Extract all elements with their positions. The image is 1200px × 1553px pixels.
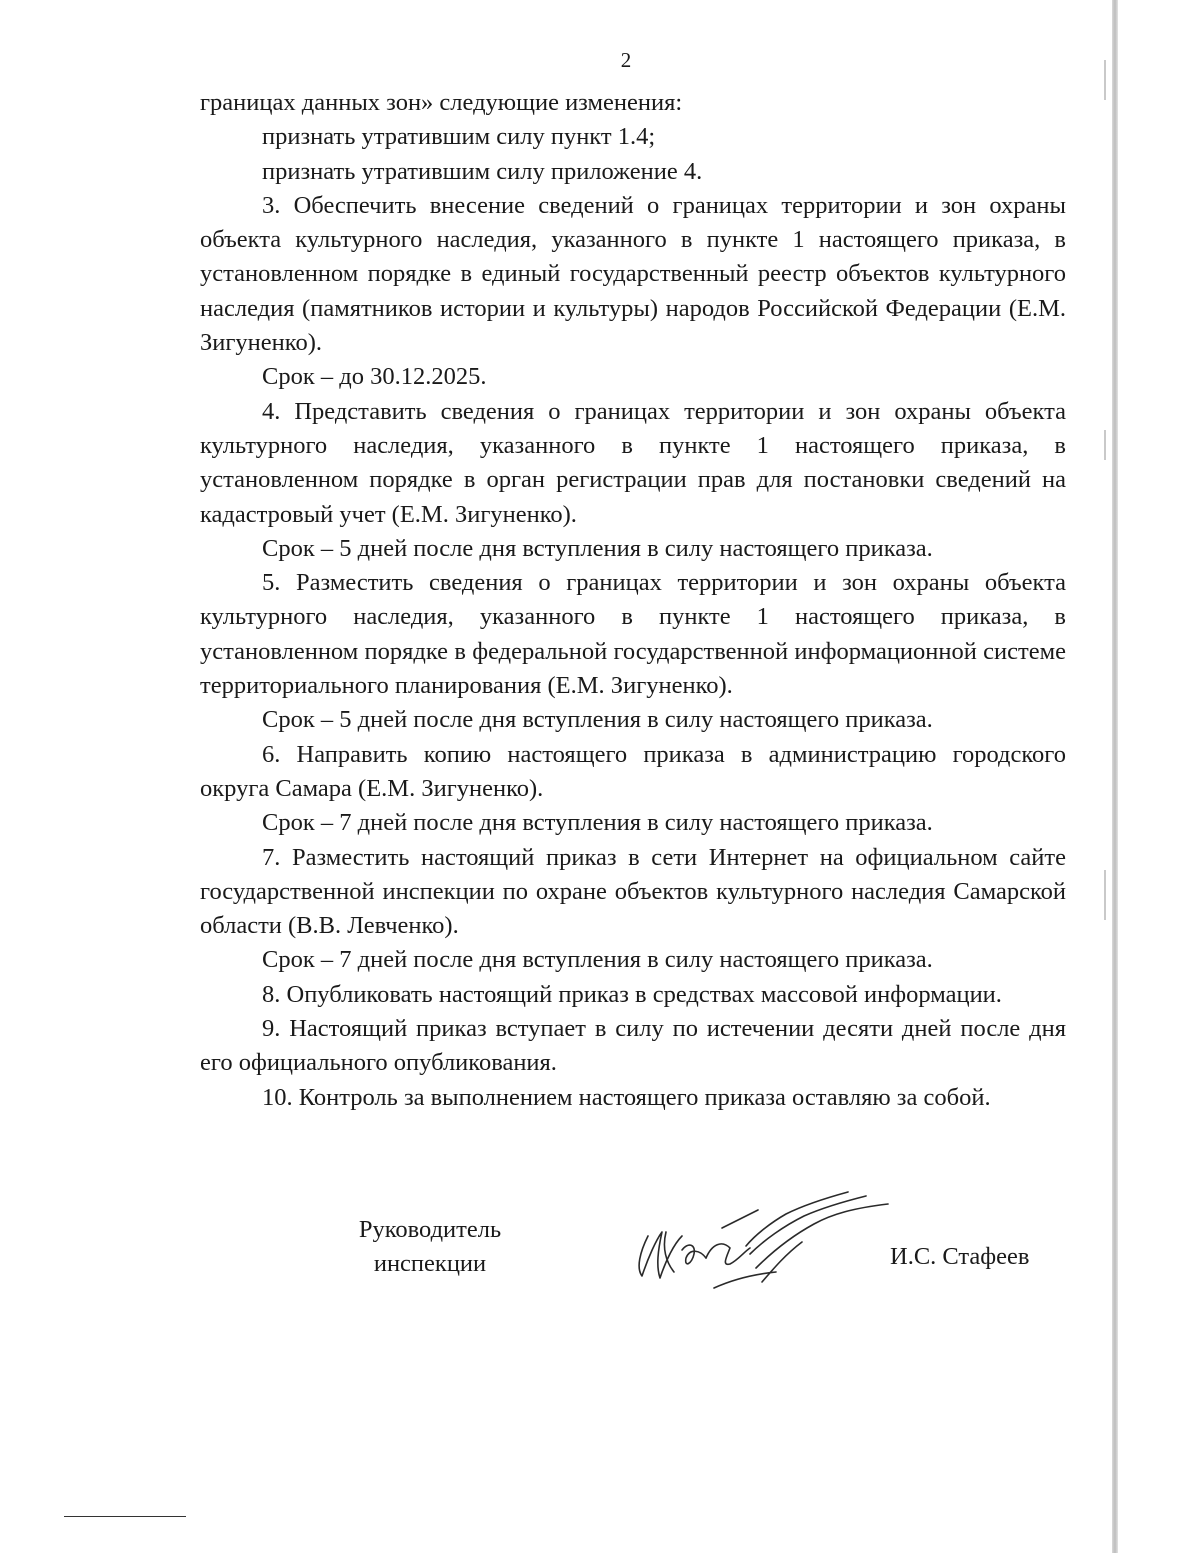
paragraph: 3. Обеспечить внесение сведений о границах территории и зон охраны объекта культурного наследия, указанного в пункте 1 настоящего приказа, в установленном порядке в единый государственный реестр объектов культурного наследия (памятников истории и культуры) народов Российской Федерации (Е.М. Зигуненко). (200, 191, 1066, 357)
signatory-role (330, 1213, 530, 1281)
paragraph: 10. Контроль за выполнением настоящего приказа оставляю за собой. (262, 1083, 991, 1111)
handwritten-signature (626, 1188, 896, 1298)
scan-speck (1104, 870, 1106, 920)
paragraph: Срок – 5 дней после дня вступления в силу настоящего приказа. (262, 534, 933, 562)
footer-rule (64, 1516, 186, 1517)
paragraph: 8. Опубликовать настоящий приказ в средствах массовой информации. (262, 980, 1002, 1008)
paragraph: Срок – 5 дней после дня вступления в силу настоящего приказа. (262, 706, 933, 734)
signatory-role-line2: инспекции (373, 1250, 487, 1277)
paragraph: 6. Направить копию настоящего приказа в администрацию городского округа Самара (Е.М. Зигуненко). (200, 740, 1066, 802)
paragraph: признать утратившим силу пункт 1.4; (262, 123, 656, 151)
paragraph: 9. Настоящий приказ вступает в силу по истечении десяти дней после дня его официального опубликования. (200, 1015, 1066, 1077)
paragraph: 5. Разместить сведения о границах территории и зон охраны объекта культурного наследия, указанного в пункте 1 настоящего приказа, в установленном порядке в федеральной государственной информационной системе территориального планирования (Е.М. Зигуненко). (200, 569, 1066, 700)
signatory-role-line1: Руководитель (358, 1216, 502, 1243)
paragraph: границах данных зон» следующие изменения: (200, 89, 683, 116)
paragraph: 7. Разместить настоящий приказ в сети Интернет на официальном сайте государственной инспекции по охране объектов культурного наследия Самарской области (В.В. Левченко). (200, 843, 1066, 940)
page-number: 2 (620, 48, 632, 72)
paragraph: Срок – до 30.12.2025. (262, 363, 487, 391)
paragraph: признать утратившим силу приложение 4. (262, 157, 703, 185)
paragraph: Срок – 7 дней после дня вступления в силу настоящего приказа. (262, 946, 933, 974)
scan-speck (1104, 430, 1106, 460)
paragraph: 4. Представить сведения о границах территории и зон охраны объекта культурного наследия, указанного в пункте 1 настоящего приказа, в установленном порядке в орган регистрации прав для постановки сведений на кадастровый учет (Е.М. Зигуненко). (200, 397, 1066, 528)
document-body (200, 86, 1066, 1115)
paragraph: Срок – 7 дней после дня вступления в силу настоящего приказа. (262, 809, 933, 837)
scan-edge-shadow (1112, 0, 1118, 1553)
signatory-name: И.С. Стафеев (890, 1243, 1030, 1270)
